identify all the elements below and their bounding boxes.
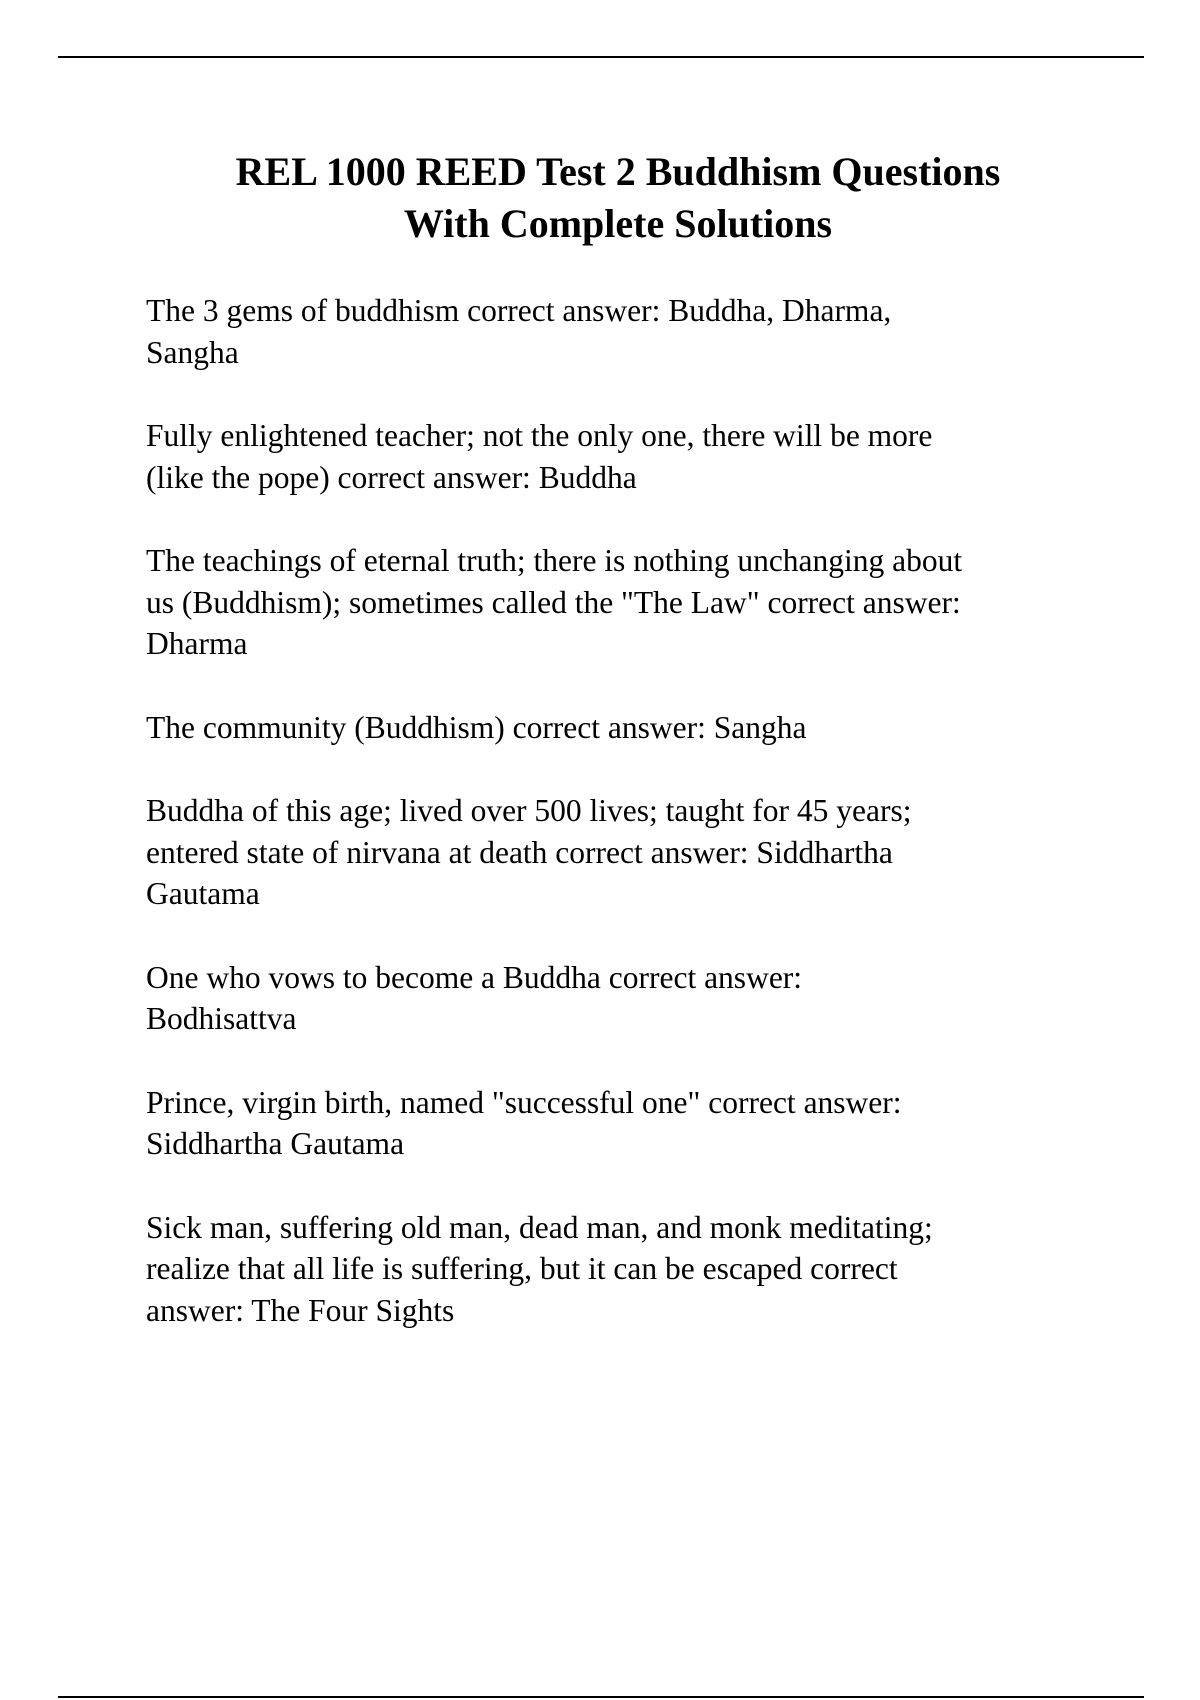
bottom-divider <box>58 1696 1144 1698</box>
qa-line: Gautama <box>146 876 260 911</box>
top-divider <box>58 56 1144 58</box>
qa-item-bodhisattva <box>146 957 1106 1040</box>
qa-line: The community (Buddhism) correct answer: Sangha <box>146 709 807 745</box>
qa-item-prince <box>146 1082 1106 1165</box>
qa-line: Sick man, suffering old man, dead man, and monk meditating; <box>146 1209 933 1245</box>
qa-item-dharma <box>146 540 1106 665</box>
qa-item-four-sights <box>146 1207 1106 1332</box>
qa-line: Siddhartha Gautama <box>146 1126 405 1161</box>
qa-line: Prince, virgin birth, named "successful one" correct answer: <box>146 1084 902 1120</box>
qa-line: One who vows to become a Buddha correct answer: <box>146 959 803 995</box>
qa-item-buddha <box>146 415 1106 498</box>
document-title <box>146 146 1090 250</box>
qa-line: Bodhisattva <box>146 1001 297 1036</box>
qa-line: Sangha <box>146 334 239 370</box>
qa-item-three-gems <box>146 290 1106 373</box>
title-line-1: REL 1000 REED Test 2 Buddhism Questions <box>235 149 1001 194</box>
qa-line: The 3 gems of buddhism correct answer: Buddha, Dharma, <box>146 293 892 328</box>
qa-line: us (Buddhism); sometimes called the "The Law" correct answer: <box>146 584 961 620</box>
title-line-2: With Complete Solutions <box>403 201 833 246</box>
qa-line: (like the pope) correct answer: Buddha <box>146 459 637 495</box>
qa-line: realize that all life is suffering, but it can be escaped correct <box>146 1251 898 1286</box>
qa-item-sangha <box>146 707 1106 749</box>
qa-line: The teachings of eternal truth; there is nothing unchanging about <box>146 543 963 578</box>
qa-line: Buddha of this age; lived over 500 lives; taught for 45 years; <box>146 793 912 828</box>
qa-line: Dharma <box>146 626 248 661</box>
qa-line: entered state of nirvana at death correct answer: Siddhartha <box>146 834 893 870</box>
qa-item-siddhartha <box>146 790 1106 915</box>
qa-list <box>146 290 1106 1373</box>
qa-line: Fully enlightened teacher; not the only one, there will be more <box>146 418 933 453</box>
qa-line: answer: The Four Sights <box>146 1292 455 1328</box>
